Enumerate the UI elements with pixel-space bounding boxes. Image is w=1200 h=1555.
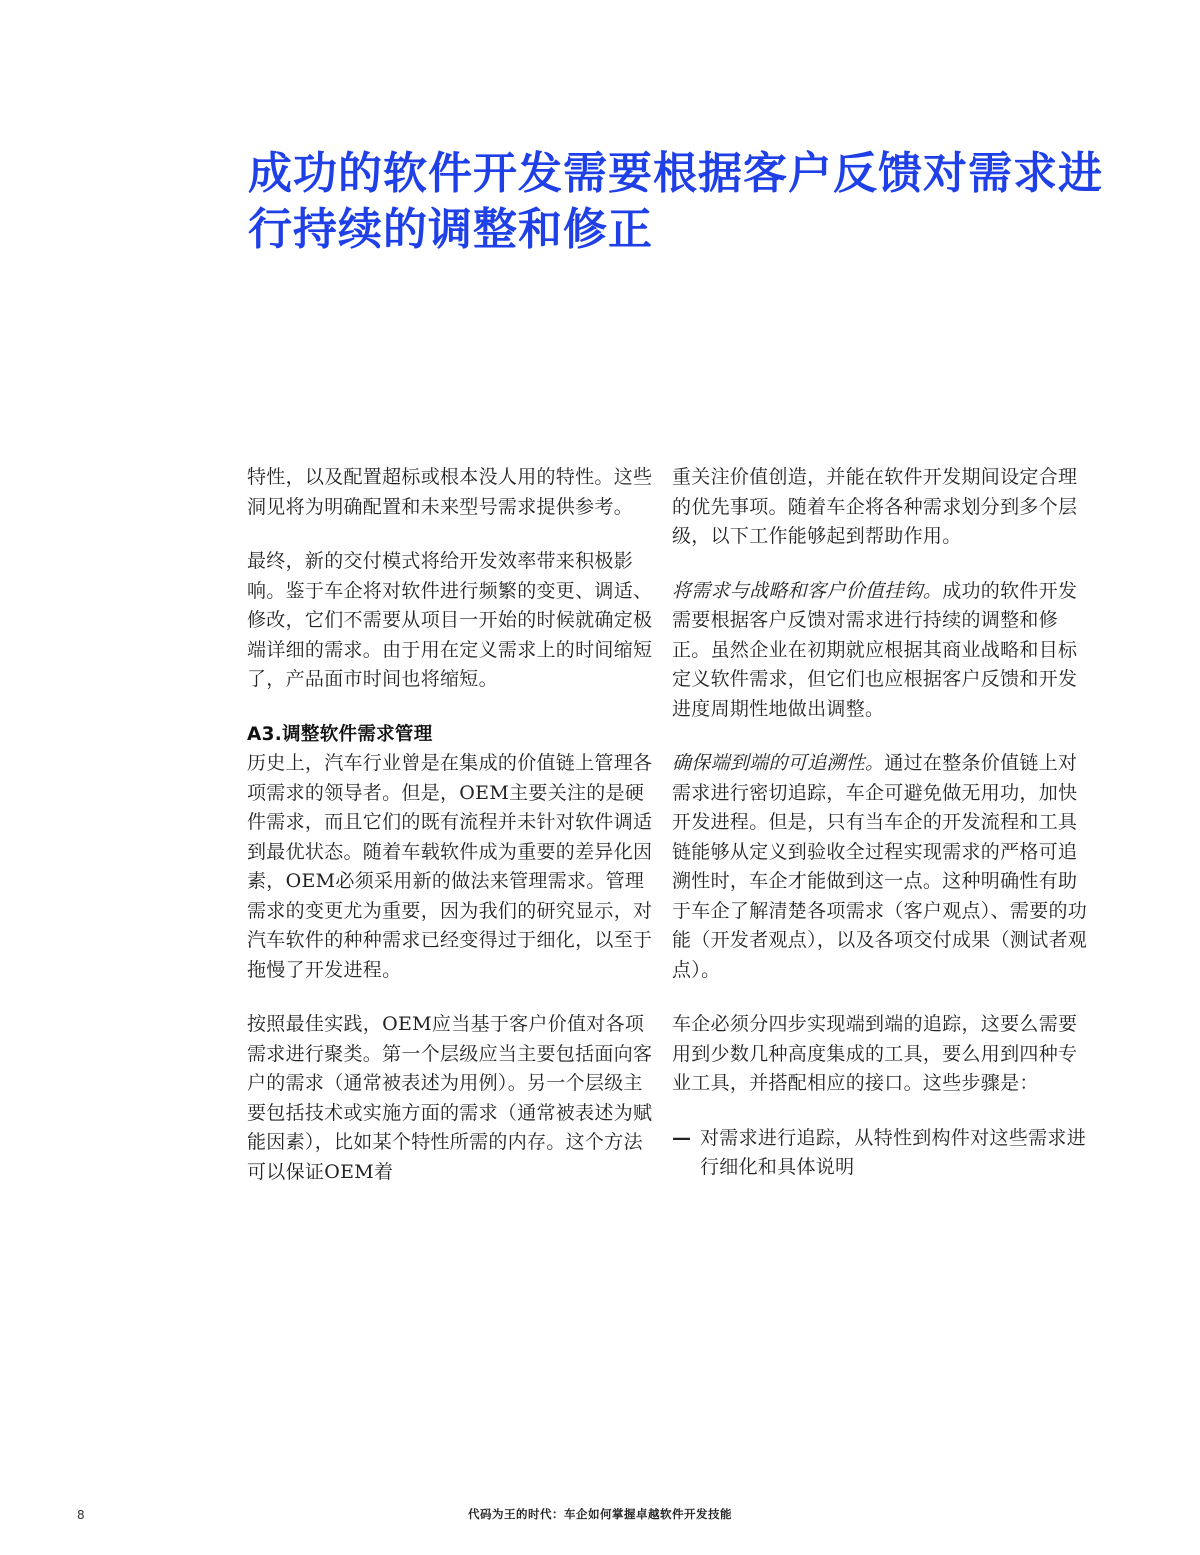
right-paragraph-3-body: 通过在整条价值链上对需求进行密切追踪，车企可避免做无用功，加快开发进程。但是，只有当车企的开发流程和工具链能够从定义到验收全过程实现需求的严格可追溯性时，车企才能做到这一点。这种明确性有助于车企了解清楚各项需求（客户观点）、需要的功能（开发者观点），以及各项交付成果（测试者观点）。	[672, 752, 1088, 981]
section-heading-a3: A3.调整软件需求管理	[247, 723, 433, 745]
right-paragraph-3	[672, 749, 1088, 985]
right-column	[672, 463, 1088, 1183]
left-paragraph-3: 历史上，汽车行业曾是在集成的价值链上管理各项需求的领导者。但是，OEM主要关注的是硬件需求，而且它们的既有流程并未针对软件调适到最优状态。随着车载软件成为重要的差异化因素，OEM必须采用新的做法来管理需求。管理需求的变更尤为重要，因为我们的研究显示，对汽车软件的种种需求已经变得过于细化，以至于拖慢了开发进程。	[247, 752, 653, 981]
right-paragraph-4: 车企必须分四步实现端到端的追踪，这要么需要用到少数几种高度集成的工具，要么用到四种专业工具，并搭配相应的接口。这些步骤是：	[672, 1013, 1078, 1094]
left-paragraph-1: 特性，以及配置超标或根本没人用的特性。这些洞见将为明确配置和未来型号需求提供参考。	[247, 466, 653, 518]
right-paragraph-2-body: 成功的软件开发需要根据客户反馈对需求进行持续的调整和修正。虽然企业在初期就应根据其商业战略和目标定义软件需求，但它们也应根据客户反馈和开发进度周期性地做出调整。	[672, 579, 1078, 720]
left-paragraph-2: 最终，新的交付模式将给开发效率带来积极影响。鉴于车企将对软件进行频繁的变更、调适、修改，它们不需要从项目一开始的时候就确定极端详细的需求。由于用在定义需求上的时间缩短了，产品面市时间也将缩短。	[247, 550, 653, 690]
bullet-item	[672, 1124, 1088, 1183]
left-column	[247, 463, 657, 1212]
bullet-dash-icon: —	[672, 1126, 692, 1149]
footer-publication-title: 代码为王的时代：车企如何掌握卓越软件开发技能	[468, 1507, 732, 1521]
right-paragraph-2	[672, 577, 1088, 725]
page-headline: 成功的软件开发需要根据客户反馈对需求进行持续的调整和修正	[248, 148, 1103, 255]
bullet-text: 对需求进行追踪，从特性到构件对这些需求进行细化和具体说明	[700, 1126, 1087, 1178]
page-number: 8	[77, 1508, 85, 1522]
right-paragraph-3-lead: 确保端到端的可追溯性。	[672, 752, 885, 774]
left-paragraph-4: 按照最佳实践，OEM应当基于客户价值对各项需求进行聚类。第一个层级应当主要包括面向客户的需求（通常被表述为用例）。另一个层级主要包括技术或实施方面的需求（通常被表述为赋能因素），比如某个特性所需的内存。这个方法可以保证OEM着	[247, 1013, 653, 1183]
right-paragraph-2-lead: 将需求与战略和客户价值挂钩。	[672, 579, 943, 602]
right-paragraph-1: 重关注价值创造，并能在软件开发期间设定合理的优先事项。随着车企将各种需求划分到多个层级，以下工作能够起到帮助作用。	[672, 466, 1078, 547]
